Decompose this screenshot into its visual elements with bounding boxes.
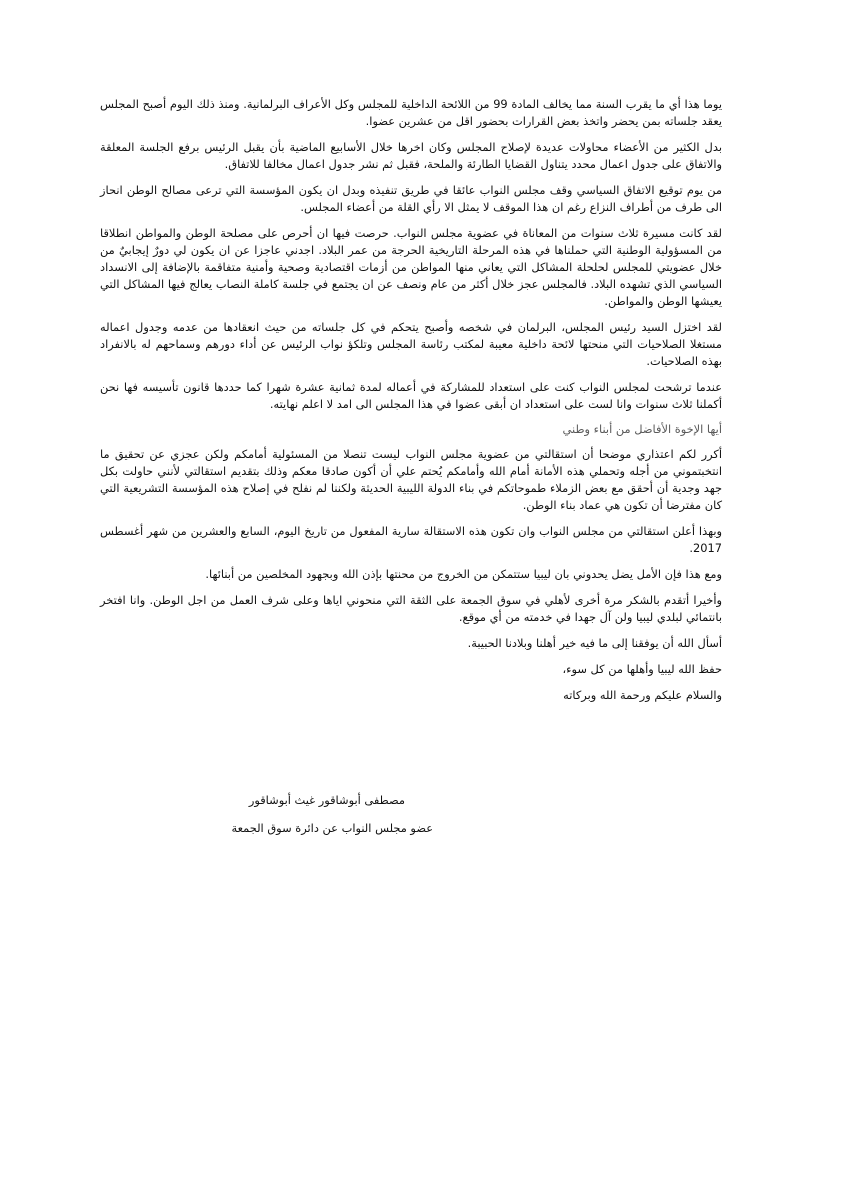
paragraph-hope: ومع هذا فإن الأمل يضل يحدوني بان ليبيا ستتمكن من الخروج من محنتها بإذن الله وبجهود المخلصين من أبنائها. [205, 567, 722, 581]
signature-block [232, 793, 433, 835]
paragraph-resignation: وبهذا أعلن استقالتي من مجلس النواب وان تكون هذه الاستقالة سارية المفعول من تاريخ اليوم، السابع والعشرين من شهر أغسطس 2017. [100, 524, 722, 555]
greeting-line: أيها الإخوة الأفاضل من أبناء وطني [562, 422, 722, 436]
signature-name: مصطفى أبوشاقور غيث أبوشاقور [248, 793, 405, 807]
paragraph-article-99: يوما هذا أي ما يقرب السنة مما يخالف المادة 99 من اللائحة الداخلية للمجلس وكل الأعراف البرلمانية. ومنذ ذلك اليوم أصبح المجلس يعقد جلساته بمن يحضر واتخذ بعض القرارات بحضور اقل من عشرين عضوا. [100, 97, 722, 128]
paragraph-blessing: حفظ الله ليبيا وأهلها من كل سوء، [562, 662, 722, 676]
letter-body [100, 96, 722, 713]
paragraph-reform-attempts: بدل الكثير من الأعضاء محاولات عديدة لإصلاح المجلس وكان اخرها خلال الأسابيع الماضية بأن يقبل الرئيس برفع الجلسة المعلقة والاتفاق على جدول اعمال محدد يتناول القضايا الطارئة والملحة، فقبل ثم نشر جدول اعمال مخالفا للاتفاق. [100, 140, 722, 171]
paragraph-salutation: والسلام عليكم ورحمة الله وبركاته [563, 688, 722, 702]
paragraph-three-years: لقد كانت مسيرة ثلاث سنوات من المعاناة في عضوية مجلس النواب. حرصت فيها ان أحرص على مصلحة الوطن والمواطن انطلاقا من المسؤولية الوطنية التي حملناها في هذه المرحلة التاريخية الحرجة من عمر البلاد. اجدني عاجزا عن ان يكون لي دورٌ إيجابيٌ من خلال عضويتي للمجلس لحلحلة المشاكل التي يعاني منها المواطن من أزمات اقتصادية وصحية وأمنية متفاقمة بالإضافة إلى الانسداد السياسي الذي تشهده البلاد. فالمجلس عجز خلال أكثر من عام ونصف عن ان يجتمع في جلسة كاملة النصاب يعالج فيها المشاكل التي يعيشها الوطن والمواطن. [100, 226, 722, 308]
signature-title: عضو مجلس النواب عن دائرة سوق الجمعة [231, 821, 433, 835]
paragraph-prayer: أسأل الله أن يوفقنا إلى ما فيه خير أهلنا وبلادنا الحبيبة. [467, 636, 722, 650]
paragraph-apology: أكرر لكم اعتذاري موضحا أن استقالتي من عضوية مجلس النواب ليست تنصلا من المسئولية أمامكم ولكن عجزي عن تحقيق ما انتخبتموني من أجله وتحملي هذه الأمانة أمام الله وأمامكم يُحتم علي أن أكون صادقا معكم وذلك بتقديم استقالتي لأنني حاولت بكل جهد وجدية أن أحقق مع بعض الزملاء طموحاتكم في بناء الدولة الليبية الحديثة ولكننا لم نفلح في إصلاح هذه المؤسسة التشريعية التي كان مفترضا أن تكون هي عماد بناء الوطن. [100, 447, 722, 512]
paragraph-speaker: لقد اختزل السيد رئيس المجلس، البرلمان في شخصه وأصبح يتحكم في كل جلساته من حيث انعقادها من عدمه وجدول اعماله مستغلا الصلاحيات التي منحتها لائحة داخلية معيبة لمكتب رئاسة المجلس وتلكؤ نواب الرئيس عن أداء دورهم وسماحهم له بالانفراد بهذه الصلاحيات. [100, 320, 722, 368]
paragraph-thanks: وأخيرا أتقدم بالشكر مرة أخرى لأهلي في سوق الجمعة على الثقة التي منحوني اياها وعلى شرف العمل من اجل الوطن. وانا افتخر بانتمائي لبلدي ليبيا ولن آل جهدا في خدمته من أي موقع. [100, 593, 722, 624]
paragraph-political-agreement: من يوم توقيع الاتفاق السياسي وقف مجلس النواب عائقا في طريق تنفيذه وبدل ان يكون المؤسسة التي ترعى مصالح الوطن انحاز الى طرف من أطراف النزاع رغم ان هذا الموقف لا يمثل الا رأي القلة من أعضاء المجلس. [100, 183, 722, 214]
paragraph-candidacy: عندما ترشحت لمجلس النواب كنت على استعداد للمشاركة في أعماله لمدة ثمانية عشرة شهرا كما حددها قانون تأسيسه فها نحن أكملنا ثلاث سنوات وانا لست على استعداد ان أبقى عضوا في هذا المجلس الى امد لا اعلم نهايته. [100, 380, 722, 411]
